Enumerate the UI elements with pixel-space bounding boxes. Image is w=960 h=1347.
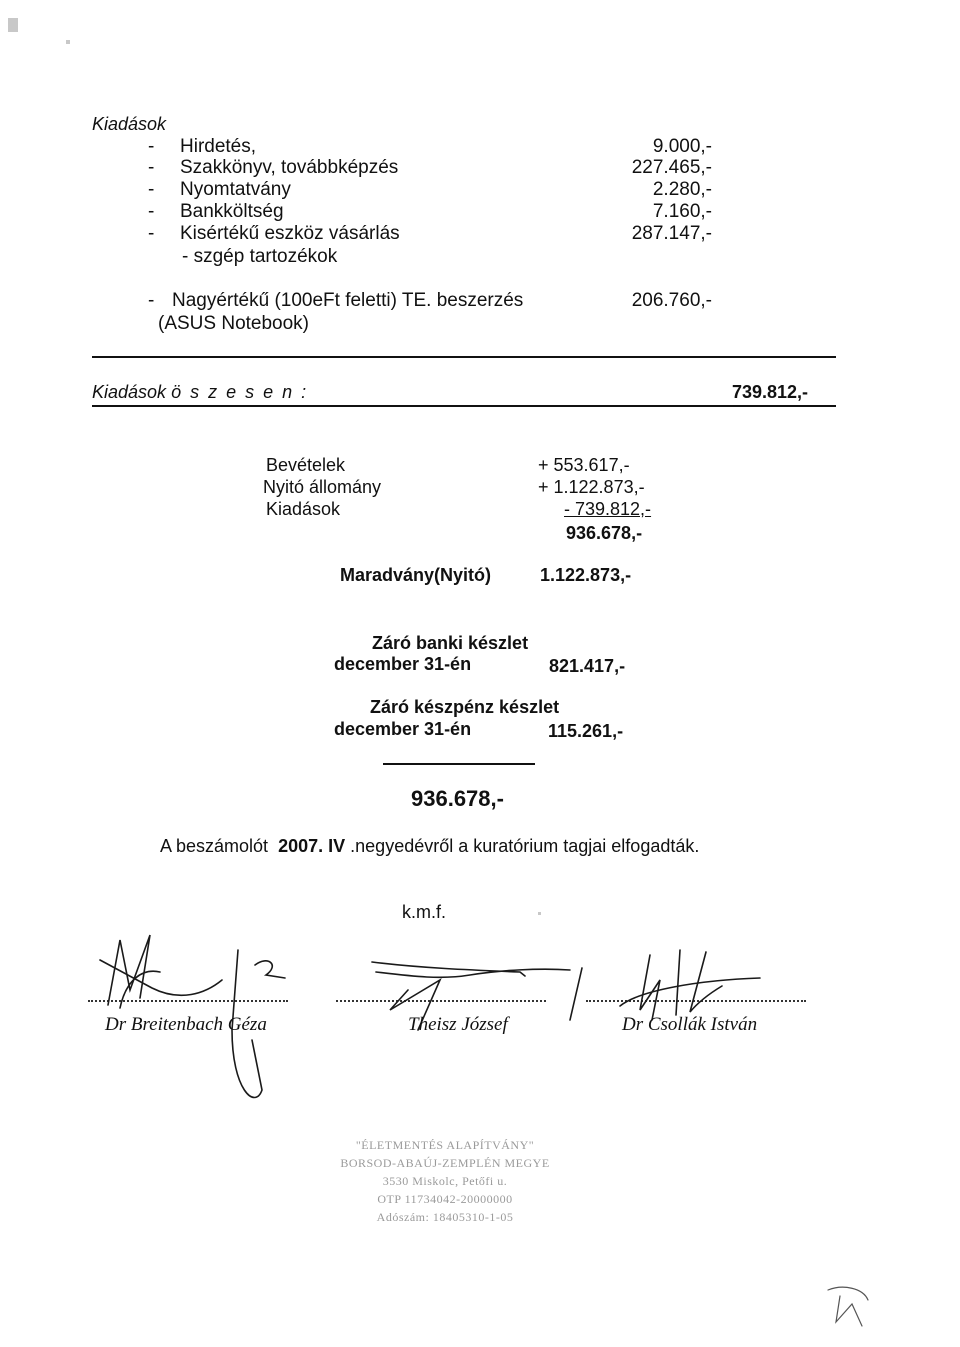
cash-balance-label: Záró készpénz készlet — [370, 697, 560, 717]
expenses-summary-label: Kiadások — [266, 499, 341, 519]
statement-period: 2007. IV — [278, 836, 346, 856]
expense-label: Kisértékű eszköz vásárlás — [180, 223, 400, 244]
scan-speck — [66, 40, 70, 44]
expenses-title: Kiadások — [92, 114, 167, 134]
income-label: Bevételek — [266, 455, 346, 475]
bank-balance-label: Záró banki készlet — [372, 633, 529, 653]
stamp-line: "ÉLETMENTÉS ALAPÍTVÁNY" — [355, 1138, 535, 1152]
expense-dash: - — [148, 179, 155, 200]
expense-label: Nyomtatvány — [180, 179, 291, 200]
expense-value: 2.280,- — [652, 179, 712, 200]
cash-balance-value: 115.261,- — [548, 721, 624, 741]
expense-label: Nagyértékű (100eFt feletti) TE. beszerzés — [172, 290, 524, 311]
bank-balance-date: december 31-én — [334, 654, 472, 674]
expense-value: 7.160,- — [652, 201, 712, 222]
stamp-line: BORSOD-ABAÚJ-ZEMPLÉN MEGYE — [340, 1156, 550, 1170]
expense-dash: - — [148, 201, 155, 222]
signature-2-stroke — [570, 968, 582, 1020]
divider-bottom — [92, 405, 836, 407]
expense-dash: - — [148, 157, 155, 178]
expense-value: 206.760,- — [631, 290, 712, 311]
expense-label: Bankköltség — [180, 201, 284, 222]
remainder-value: 1.122.873,- — [540, 565, 632, 585]
expenses-total-value: 739.812,- — [731, 382, 808, 402]
total-label-word: Kiadások — [92, 382, 167, 402]
pen-mark-icon — [818, 1282, 878, 1332]
signature-3-stroke — [640, 955, 660, 1020]
expense-dash: - — [148, 223, 155, 244]
signature-1-stroke — [100, 960, 222, 995]
expense-value: 287.147,- — [631, 223, 712, 244]
stamp-line: OTP 11734042-20000000 — [377, 1192, 513, 1206]
expense-dash: - — [148, 136, 155, 157]
stamp-line: Adószám: 18405310-1-05 — [376, 1210, 514, 1224]
closing-total: 936.678,- — [411, 786, 504, 811]
statement-part: A beszámolót — [160, 836, 269, 856]
remainder-label: Maradvány(Nyitó) — [340, 565, 492, 585]
signature-1-stroke — [108, 935, 150, 1005]
total-label-spaced: ö s z e s e n : — [171, 382, 309, 402]
scan-speck — [8, 18, 18, 32]
stamp-line: 3530 Miskolc, Petőfi u. — [382, 1174, 508, 1188]
bank-balance-value: 821.417,- — [549, 656, 626, 676]
expense-dash: - — [148, 290, 155, 311]
expense-label-continued: (ASUS Notebook) — [158, 313, 310, 334]
summary-result-value: 936.678,- — [566, 523, 643, 543]
opening-balance-value: + 1.122.873,- — [538, 477, 645, 497]
signature-1-stroke — [255, 961, 285, 978]
scan-speck — [538, 912, 541, 915]
divider-top — [92, 356, 836, 358]
kmf-note: k.m.f. — [402, 902, 446, 922]
expense-label: Szakkönyv, továbbképzés — [180, 157, 399, 178]
expense-value: 9.000,- — [652, 136, 712, 157]
opening-balance-label: Nyitó állomány — [263, 477, 382, 497]
approval-statement — [160, 836, 699, 857]
statement-part: .negyedévről a kuratórium tagjai elfogadták. — [350, 836, 700, 856]
expense-value: 227.465,- — [631, 157, 712, 178]
expenses-total-label — [92, 382, 308, 403]
expense-label: Hirdetés, — [180, 136, 257, 157]
signatory-name: Dr Breitenbach Géza — [105, 1014, 267, 1035]
expenses-summary-value: - 739.812,- — [564, 499, 652, 519]
cash-balance-date: december 31-én — [334, 719, 472, 739]
signatory-name: Dr Csollák István — [622, 1014, 758, 1035]
signatory-name: Theisz József — [408, 1014, 508, 1035]
closing-sum-rule — [383, 763, 535, 765]
signature-3-stroke — [676, 950, 680, 1015]
expense-sub-item: - szgép tartozékok — [182, 246, 338, 267]
income-value: + 553.617,- — [538, 455, 630, 475]
organization-stamp — [320, 1136, 570, 1226]
